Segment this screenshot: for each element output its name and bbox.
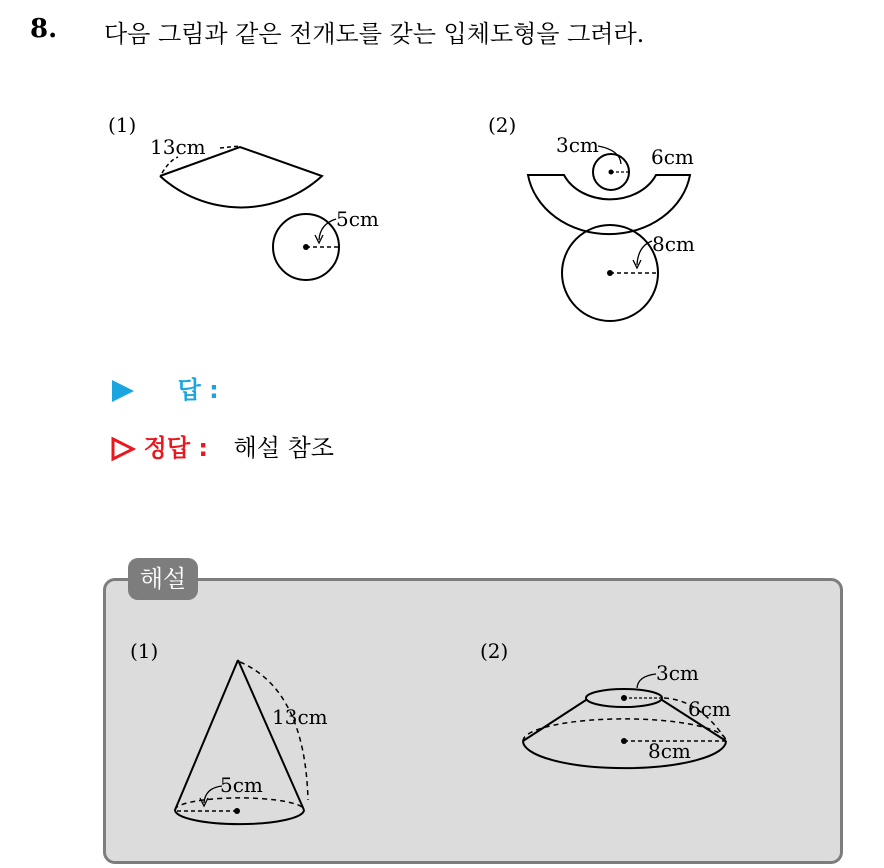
net-figure-1 — [100, 100, 420, 320]
solution-tab: 해설 — [128, 558, 198, 600]
sol1-label: (1) — [130, 639, 159, 663]
solution-figure-2 — [470, 630, 770, 790]
net2-slant-label: 6cm — [651, 145, 694, 169]
frustum-base-front — [523, 741, 726, 768]
sol1-radius-label: 5cm — [220, 773, 263, 797]
solution-figure-1 — [120, 630, 380, 840]
net-figure-2 — [480, 100, 740, 330]
sol2-slant-label: 6cm — [688, 697, 731, 721]
sol2-bottom-radius-label: 8cm — [648, 739, 691, 763]
answer-row — [110, 370, 219, 405]
correct-answer-value: 해설 참조 — [233, 434, 334, 462]
cone-base-back — [175, 798, 304, 810]
correct-answer-label: 정답 : — [143, 434, 208, 462]
net1-label: (1) — [108, 113, 137, 137]
sol1-slant-label: 13cm — [272, 705, 328, 729]
net1-slant-label: 13cm — [150, 135, 206, 159]
triangle-right-icon — [110, 378, 136, 404]
question-number: 8. — [30, 14, 58, 44]
net2-label: (2) — [488, 113, 517, 137]
question-text: 다음 그림과 같은 전개도를 갖는 입체도형을 그려라. — [104, 20, 645, 48]
triangle-outline-right-icon — [110, 436, 136, 462]
sol2-label: (2) — [480, 639, 509, 663]
answer-label: 답 : — [177, 376, 219, 404]
correct-answer-row — [110, 428, 334, 463]
sol2-top-radius-label: 3cm — [656, 661, 699, 685]
net2-top-radius-label: 3cm — [556, 133, 599, 157]
net2-bottom-radius-label: 8cm — [652, 232, 695, 256]
net1-radius-label: 5cm — [336, 207, 379, 231]
